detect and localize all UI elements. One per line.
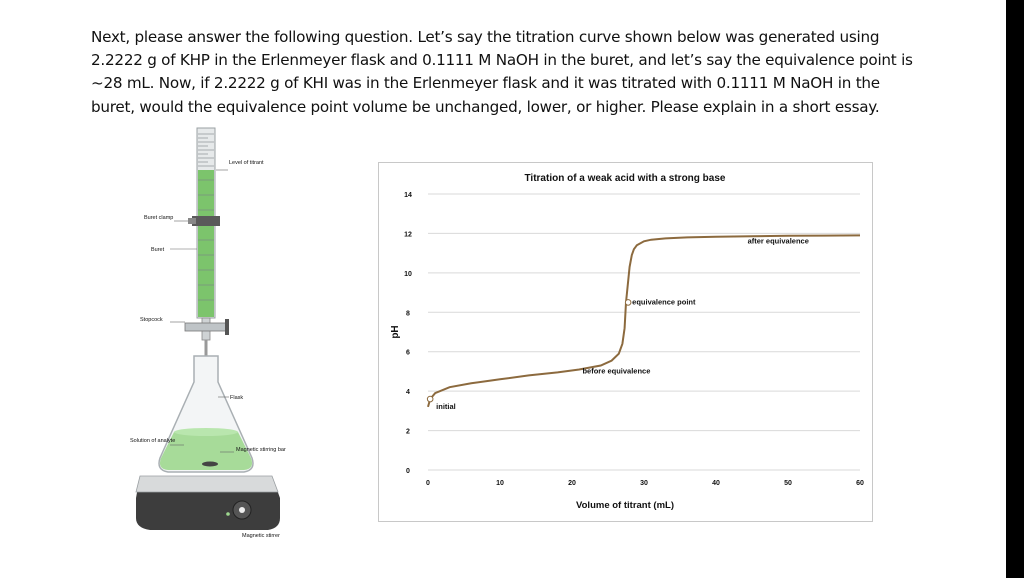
- y-axis-label: pH: [390, 325, 401, 339]
- y-tick-label: 12: [404, 231, 412, 239]
- x-tick-label: 30: [640, 480, 648, 487]
- titration-apparatus-illustration: [130, 120, 290, 550]
- label-stopcock: Stopcock: [140, 317, 163, 323]
- y-tick-label: 8: [406, 310, 410, 318]
- annotation-label: after equivalence: [747, 236, 809, 246]
- titrant-liquid: [198, 170, 214, 317]
- chart-border: [379, 163, 873, 522]
- stopcock: [185, 323, 227, 331]
- chart-title: Titration of a weak acid with a strong base: [524, 173, 726, 184]
- label-solution-of-analyte: Solution of analyte: [130, 438, 176, 444]
- x-tick-label: 10: [496, 480, 504, 487]
- y-tick-label: 10: [404, 270, 412, 278]
- titration-curve-chart: [378, 162, 873, 522]
- x-axis-label: Volume of titrant (mL): [576, 500, 674, 511]
- label-magnetic-stirring-bar: Magnetic stirring bar: [236, 447, 286, 453]
- x-tick-label: 20: [568, 480, 576, 487]
- annotation-marker: [427, 396, 433, 402]
- x-tick-label: 40: [712, 480, 720, 487]
- y-tick-label: 4: [406, 389, 410, 397]
- label-buret-clamp: Buret clamp: [144, 215, 174, 221]
- buret-clamp: [192, 216, 220, 226]
- y-tick-label: 6: [406, 349, 410, 357]
- x-tick-label: 50: [784, 480, 792, 487]
- annotation-label: initial: [436, 402, 456, 412]
- y-tick-label: 0: [406, 468, 410, 475]
- annotation-marker: [625, 300, 631, 306]
- label-magnetic-stirrer: Magnetic stirrer: [242, 533, 280, 539]
- annotation-label: before equivalence: [582, 366, 651, 376]
- label-buret: Buret: [151, 247, 165, 253]
- y-tick-label: 2: [406, 428, 410, 436]
- label-flask: Flask: [230, 395, 244, 401]
- x-tick-label: 60: [856, 480, 864, 487]
- label-level-of-titrant: Level of titrant: [229, 160, 264, 166]
- y-tick-label: 14: [404, 192, 412, 199]
- question-text: Next, please answer the following question. Let’s say the titration curve shown below was generated using 2.2222 g of KHP in the Erlenmeyer flask and 0.1111 M NaOH in the buret, and let’s say the equivalence point is ~28 mL. Now, if 2.2222 g of KHI was in the Erlenmeyer flask and it was titrated with 0.1111 M NaOH in the buret, would the equivalence point volume be unchanged, lower, or higher. Please explain in a short essay.: [91, 28, 913, 116]
- x-tick-label: 0: [426, 480, 430, 487]
- stirring-bar: [202, 462, 218, 467]
- annotation-label: equivalence point: [632, 297, 696, 307]
